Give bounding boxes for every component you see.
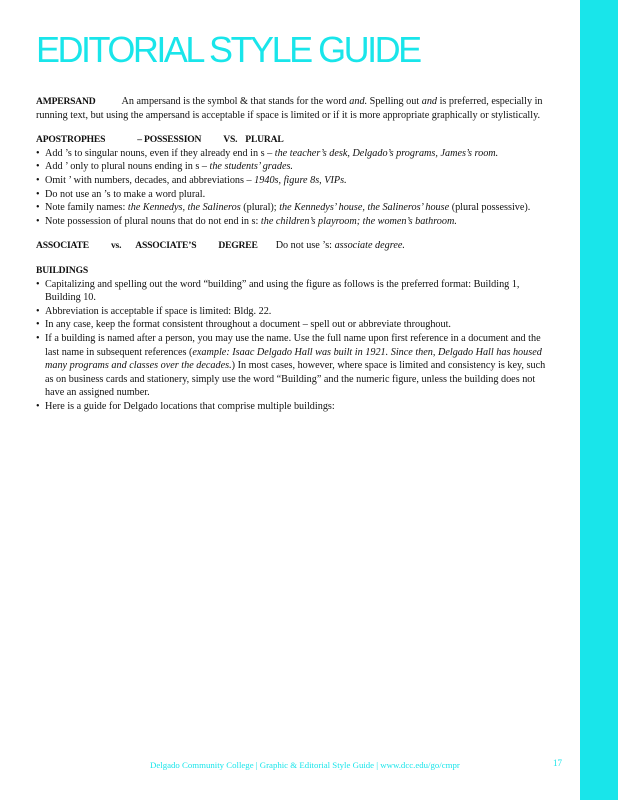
list-item: • Here is a guide for Delgado locations that comprise multiple buildings: <box>36 400 554 414</box>
content <box>36 95 554 424</box>
item-example: the students’ grades. <box>209 161 293 173</box>
item-text: Omit ’ with numbers, decades, and abbreviations – <box>45 174 255 186</box>
heading-associate-c: ASSOCIATE’S <box>135 240 197 252</box>
ampersand-and-2: and <box>421 96 438 107</box>
item-text: Do not use an ’s to make a word plural. <box>45 188 206 200</box>
list-item <box>36 160 554 174</box>
item-text: Note possession of plural nouns that do not end in s: <box>45 215 261 227</box>
ampersand-and-1: and. <box>349 96 368 107</box>
heading-associate-a: ASSOCIATE <box>36 240 89 252</box>
heading-buildings: BUILDINGS <box>36 264 89 276</box>
item-text: ) In most cases, however, where space is limited and consistency is key, such as on business cards and stationery, simply use the word “Building” and the numeric figure, unless the building does not have an assigned number. <box>45 360 546 399</box>
list-item <box>36 215 554 229</box>
item-example: example: Isaac Delgado Hall was built in 1921. Since then, Delgado Hall has housed many programs and classes over the decades. <box>45 346 542 372</box>
heading-apostrophes-c: VS. <box>223 134 238 146</box>
heading-apostrophes <box>36 133 554 147</box>
section-associate <box>36 239 554 253</box>
heading-associate-b: vs. <box>110 240 122 252</box>
section-buildings <box>36 264 554 414</box>
list-item <box>36 147 554 161</box>
side-accent-bar <box>580 0 618 800</box>
item-text: If a building is named after a person, you may use the name. Use the full name upon first reference in a document and the last name in subsequent references ( <box>45 332 541 358</box>
heading-apostrophes-a: APOSTROPHES <box>36 134 106 146</box>
section-apostrophes <box>36 133 554 228</box>
footer: Delgado Community College | Graphic & Editorial Style Guide | www.dcc.edu/go/cmpr <box>150 760 460 770</box>
ampersand-text-2: Spelling out <box>367 96 422 107</box>
item-example: the Kennedys’ house, the Salineros’ house <box>279 202 450 214</box>
item-text: Add ’ only to plural nouns ending in s – <box>45 161 210 173</box>
list-item: • In any case, keep the format consistent throughout a document – spell out or abbreviate throughout. <box>36 318 554 332</box>
ampersand-text-1: An ampersand is the symbol & that stands for the word <box>121 96 350 107</box>
list-item <box>36 188 554 202</box>
list-item: • Capitalizing and spelling out the word “building” and using the figure as follows is the preferred format: Building 1, Building 10. <box>36 278 554 305</box>
heading-ampersand: AMPERSAND <box>36 96 96 107</box>
item-text: Note family names: <box>45 202 128 214</box>
list-item: • Abbreviation is acceptable if space is limited: Bldg. 22. <box>36 305 554 319</box>
section-ampersand <box>36 95 554 122</box>
list-item <box>36 174 554 188</box>
item-text: (plural possessive). <box>449 202 531 214</box>
list-item <box>36 201 554 215</box>
item-text: Add ’s to singular nouns, even if they already end in s – <box>45 147 275 159</box>
item-example: the children’s playroom; the women’s bathroom. <box>260 215 457 227</box>
list-item <box>36 332 554 400</box>
heading-apostrophes-d: PLURAL <box>245 134 284 146</box>
buildings-list <box>36 278 554 414</box>
page-number: 17 <box>553 758 562 768</box>
item-text: (plural); <box>240 202 280 214</box>
page-title: EDITORIAL STYLE GUIDE <box>36 29 420 70</box>
item-example: the Kennedys, the Salineros <box>127 202 241 214</box>
apostrophes-list <box>36 147 554 229</box>
item-example: the teacher’s desk, Delgado’s programs, James’s room. <box>274 147 499 159</box>
ampersand-text-3: is preferred, especially in running text, but using the ampersand is acceptable if space is limited or if it is more appropriate graphically or stylistically. <box>36 96 543 121</box>
heading-associate-d: DEGREE <box>218 240 258 252</box>
associate-text: Do not use ’s: <box>275 240 335 252</box>
heading-apostrophes-b: – POSSESSION <box>137 134 202 146</box>
associate-example: associate degree. <box>334 240 405 252</box>
item-example: 1940s, figure 8s, VIPs. <box>254 174 347 186</box>
